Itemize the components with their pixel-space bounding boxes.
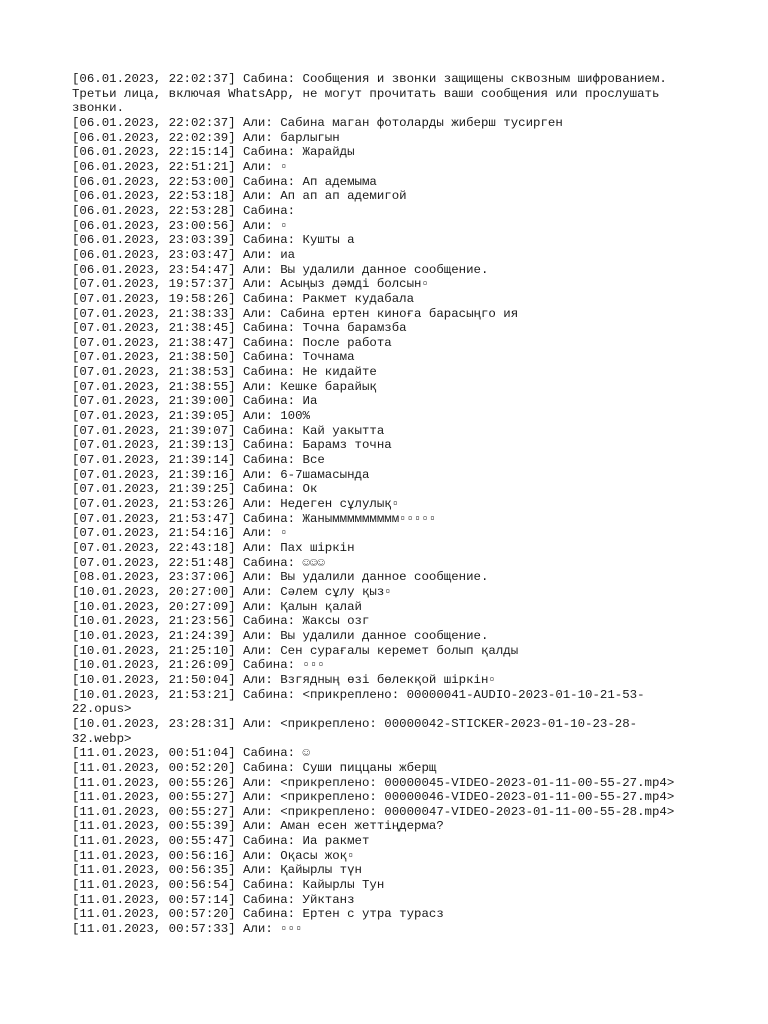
message-line: [10.01.2023, 23:28:31] Али: <прикреплено: 00000042-STICKER-2023-01-10-23-28-32.webp> <box>72 716 638 746</box>
message-line: [07.01.2023, 22:43:18] Али: Пах шіркін <box>72 541 355 555</box>
message-line: [11.01.2023, 00:55:47] Сабина: Иа ракмет <box>72 834 370 849</box>
message-line: [10.01.2023, 21:24:39] Али: Вы удалили данное сообщение. <box>72 628 489 643</box>
message-line: [11.01.2023, 00:55:27] Али: <прикреплено: 00000046-VIDEO-2023-01-11-00-55-27.mp4> <box>72 790 675 805</box>
message-line: [07.01.2023, 21:54:16] Али: ▫ <box>72 526 288 541</box>
message-line: [11.01.2023, 00:52:20] Сабина: Суши пиццаны жберщ <box>72 760 437 775</box>
message-line: [06.01.2023, 22:53:28] Сабина: <box>72 203 296 218</box>
message-line: [10.01.2023, 21:50:04] Али: Взгядның өзі бөлекқой шіркін▫ <box>72 672 496 687</box>
message-line: [07.01.2023, 19:57:37] Али: Асыңыз дәмді болсын▫ <box>72 277 429 292</box>
chat-log <box>72 72 692 937</box>
message-line: [06.01.2023, 22:02:39] Али: барлыгын <box>72 130 340 145</box>
message-line: [10.01.2023, 20:27:00] Али: Сәлем сұлу қыз▫ <box>72 584 392 599</box>
message-line: [10.01.2023, 21:25:10] Али: Сен сурағалы керемет болып қалды <box>72 643 519 658</box>
message-line: [07.01.2023, 21:38:33] Али: Сабина ертен киноға барасыңго ия <box>72 306 519 321</box>
message-line: [07.01.2023, 21:53:47] Сабина: Жаныммммммммм▫▫▫▫▫ <box>72 511 437 526</box>
message-line: [11.01.2023, 00:51:04] Сабина: ☺ <box>72 746 310 761</box>
message-line: [11.01.2023, 00:56:16] Али: Оқасы жоқ▫ <box>72 848 355 863</box>
message-line: [11.01.2023, 00:57:20] Сабина: Ертен с утра турасз <box>72 907 444 922</box>
message-line: [06.01.2023, 22:53:18] Али: Ап ап ап адемигой <box>72 189 407 204</box>
message-line: [08.01.2023, 23:37:06] Али: Вы удалили данное сообщение. <box>72 570 489 585</box>
message-line: [06.01.2023, 23:00:56] Али: ▫ <box>72 218 288 233</box>
message-line: [07.01.2023, 21:39:07] Сабина: Кай уакытта <box>72 423 385 438</box>
message-line: [07.01.2023, 21:38:53] Сабина: Не кидайте <box>72 365 377 380</box>
message-line: [10.01.2023, 21:23:56] Сабина: Жаксы озг <box>72 614 370 629</box>
message-line: [07.01.2023, 22:51:48] Сабина: ☺☺☺ <box>72 555 325 570</box>
message-line: [07.01.2023, 21:53:26] Али: Недеген сұлулық▫ <box>72 497 400 512</box>
message-line: [11.01.2023, 00:56:54] Сабина: Кайырлы Тун <box>72 878 385 893</box>
message-line: [07.01.2023, 21:38:55] Али: Кешке барайық <box>72 379 377 394</box>
message-line: [06.01.2023, 22:02:37] Али: Сабина маган фотоларды жиберш тусирген <box>72 115 563 130</box>
message-line: [06.01.2023, 23:03:39] Сабина: Кушты а <box>72 233 355 248</box>
message-line: [06.01.2023, 23:03:47] Али: иа <box>72 247 296 262</box>
message-line: [06.01.2023, 22:51:21] Али: ▫ <box>72 159 288 174</box>
message-line: [11.01.2023, 00:55:27] Али: <прикреплено: 00000047-VIDEO-2023-01-11-00-55-28.mp4> <box>72 804 675 819</box>
message-line: [11.01.2023, 00:55:26] Али: <прикреплено: 00000045-VIDEO-2023-01-11-00-55-27.mp4> <box>72 775 675 790</box>
message-line: [11.01.2023, 00:56:35] Али: Қайырлы түн <box>72 863 362 878</box>
message-line: [06.01.2023, 22:53:00] Сабина: Ап адемыма <box>72 174 377 189</box>
message-line: [07.01.2023, 21:39:00] Сабина: Иа <box>72 394 318 409</box>
message-line: [07.01.2023, 21:39:14] Сабина: Все <box>72 453 325 468</box>
message-line: [11.01.2023, 00:57:33] Али: ▫▫▫ <box>72 922 303 937</box>
message-line: [06.01.2023, 22:15:14] Сабина: Жарайды <box>72 145 355 160</box>
message-line: [06.01.2023, 23:54:47] Али: Вы удалили данное сообщение. <box>72 262 489 277</box>
message-line: [07.01.2023, 21:39:25] Сабина: Ок <box>72 482 318 497</box>
message-line: [11.01.2023, 00:55:39] Али: Аман есен жеттіңдерма? <box>72 819 444 834</box>
message-line: [07.01.2023, 21:38:47] Сабина: После работа <box>72 335 392 350</box>
message-line: [11.01.2023, 00:57:14] Сабина: Уйктанз <box>72 892 355 907</box>
message-line: [10.01.2023, 21:53:21] Сабина: <прикреплено: 00000041-AUDIO-2023-01-10-21-53-22.opus> <box>72 687 645 717</box>
message-line: [07.01.2023, 21:38:45] Сабина: Точна барамзба <box>72 321 407 336</box>
message-line: [07.01.2023, 21:39:16] Али: 6-7шамасында <box>72 467 370 482</box>
message-line: [06.01.2023, 22:02:37] Сабина: Сообщения и звонки защищены сквозным шифрованием. Третьи лица, включая WhatsApp, не могут прочитать ваши сообщения или прослушать звонки. <box>72 72 675 116</box>
message-line: [07.01.2023, 21:38:50] Сабина: Точнама <box>72 350 355 365</box>
message-line: [10.01.2023, 20:27:09] Али: Қалын қалай <box>72 599 362 614</box>
message-line: [10.01.2023, 21:26:09] Сабина: ▫▫▫ <box>72 658 325 673</box>
message-line: [07.01.2023, 21:39:13] Сабина: Барамз точна <box>72 438 392 453</box>
message-line: [07.01.2023, 19:58:26] Сабина: Ракмет кудабала <box>72 291 415 306</box>
message-line: [07.01.2023, 21:39:05] Али: 100% <box>72 409 310 424</box>
